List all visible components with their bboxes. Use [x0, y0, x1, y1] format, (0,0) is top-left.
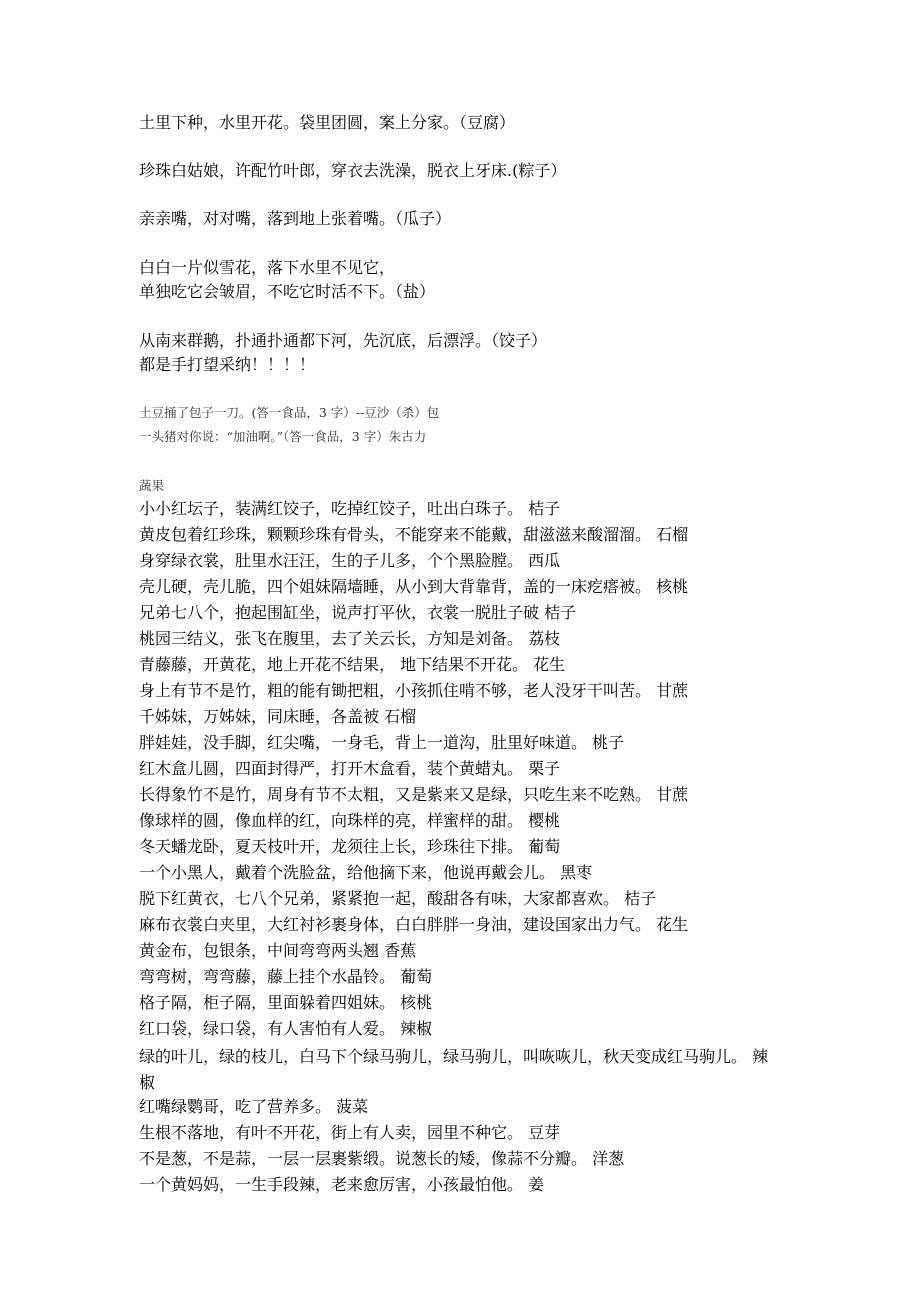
list-item: 不是葱，不是蒜，一层一层裹紫缎。说葱长的矮，像蒜不分瓣。 洋葱 [139, 1149, 625, 1168]
list-item: 弯弯树，弯弯藤，藤上挂个水晶铃。 葡萄 [139, 967, 433, 986]
list-item: 一个小黑人，戴着个洗脸盆，给他摘下来，他说再戴会儿。 黑枣 [139, 863, 593, 882]
note-line-2: 一头猪对你说：“加油啊。”（答一食品，3 字）朱古力 [139, 429, 427, 444]
list-item: 冬天蟠龙卧，夏天枝叶开，龙须往上长，珍珠往下排。 葡萄 [139, 837, 561, 856]
section-title: 蔬果 [139, 478, 165, 493]
list-item: 红口袋，绿口袋，有人害怕有人爱。 辣椒 [139, 1019, 433, 1038]
list-item: 黄金布，包银条，中间弯弯两头翘 香蕉 [139, 941, 417, 960]
list-item: 红嘴绿鹦哥，吃了营养多。 菠菜 [139, 1097, 369, 1116]
riddle-dumplings: 从南来群鹅，扑通扑通都下河，先沉底，后漂浮。（饺子） [139, 331, 548, 350]
list-item: 千姊妹，万姊妹，同床睡，各盖被 石榴 [139, 707, 417, 726]
list-item: 红木盒儿圆，四面封得严，打开木盒看，装个黄蜡丸。 栗子 [139, 759, 561, 778]
riddle-melon-seeds: 亲亲嘴，对对嘴，落到地上张着嘴。（瓜子） [139, 209, 452, 228]
list-item: 胖娃娃，没手脚，红尖嘴，一身毛，背上一道沟，肚里好味道。 桃子 [139, 733, 625, 752]
list-item: 生根不落地，有叶不开花，街上有人卖，园里不种它。 豆芽 [139, 1123, 561, 1142]
list-item: 黄皮包着红珍珠，颗颗珍珠有骨头，不能穿来不能戴，甜滋滋来酸溜溜。 石榴 [139, 525, 689, 544]
list-item: 一个黄妈妈，一生手段辣，老来愈厉害，小孩最怕他。 姜 [139, 1175, 545, 1194]
closing-remark: 都是手打望采纳！！！！ [139, 355, 316, 374]
list-item: 像球样的圆，像血样的红，向珠样的亮，样蜜样的甜。 樱桃 [139, 811, 561, 830]
list-item: 格子隔，柜子隔，里面躲着四姐妹。 核桃 [139, 993, 433, 1012]
list-item: 绿的叶儿，绿的枝儿，白马下个绿马驹儿，绿马驹儿，叫咴咴儿，秋天变成红马驹儿。 辣椒 [139, 1047, 769, 1092]
riddle-zongzi: 珍珠白姑娘，许配竹叶郎，穿衣去洗澡，脱衣上牙床.(粽子） [139, 161, 567, 180]
list-item: 长得象竹不是竹，周身有节不太粗，又是紫来又是绿，只吃生来不吃熟。 甘蔗 [139, 785, 689, 804]
list-item: 兄弟七八个，抱起围缸坐，说声打平伙，衣裳一脱肚子破 桔子 [139, 603, 577, 622]
riddle-salt-line-1: 白白一片似雪花，落下水里不见它， [139, 258, 396, 277]
list-item: 桃园三结义，张飞在腹里，去了关云长，方知是刘备。 荔枝 [139, 629, 561, 648]
list-item: 壳儿硬，壳儿脆，四个姐妹隔墙睡，从小到大背靠背，盖的一床疙瘩被。 核桃 [139, 577, 689, 596]
list-item: 小小红坛子，装满红饺子，吃掉红饺子，吐出白珠子。 桔子 [139, 499, 561, 518]
list-item: 脱下红黄衣，七八个兄弟，紧紧抱一起，酸甜各有味，大家都喜欢。 桔子 [139, 889, 657, 908]
list-item: 身穿绿衣裳，肚里水汪汪，生的子儿多，个个黑脸膛。 西瓜 [139, 551, 561, 570]
list-item: 麻布衣裳白夹里，大红衬衫裹身体，白白胖胖一身油，建设国家出力气。 花生 [139, 915, 689, 934]
list-item: 身上有节不是竹，粗的能有锄把粗，小孩抓住啃不够，老人没牙干叫苦。 甘蔗 [139, 681, 689, 700]
riddle-tofu: 土里下种，水里开花。袋里团圆，案上分家。（豆腐） [139, 113, 516, 132]
riddle-salt-line-2: 单独吃它会皱眉，不吃它时活不下。（盐） [139, 282, 436, 301]
list-item: 青藤藤，开黄花，地上开花不结果， 地下结果不开花。 花生 [139, 655, 566, 674]
note-line-1: 土豆捅了包子一刀。(答一食品，3 字）--豆沙（杀）包 [139, 405, 440, 420]
